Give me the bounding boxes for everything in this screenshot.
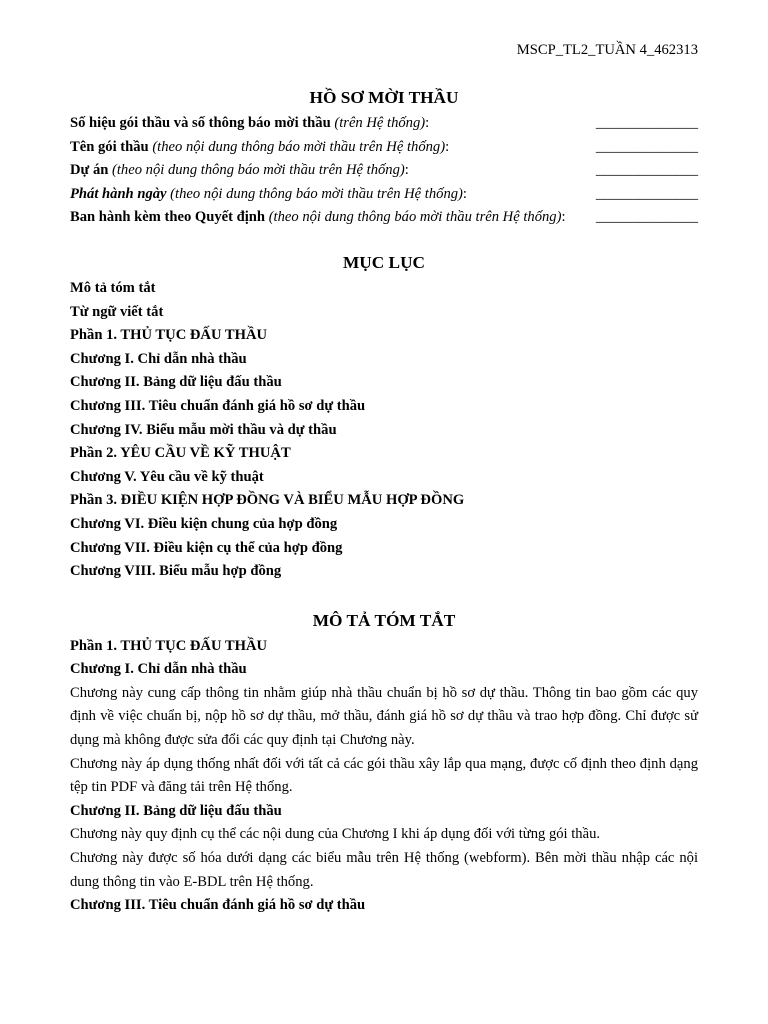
field-project xyxy=(70,159,698,183)
summary-section xyxy=(70,635,698,918)
table-of-contents xyxy=(70,277,698,584)
document-content xyxy=(70,84,698,918)
part1-heading: Phần 1. THỦ TỤC ĐẤU THẦU xyxy=(70,637,268,654)
toc-item: Chương I. Chỉ dẫn nhà thầu xyxy=(70,350,247,367)
field-note: (theo nội dung thông báo mời thầu trên Hệ thống) xyxy=(166,185,463,202)
toc-item: Chương VIII. Biểu mẫu hợp đồng xyxy=(70,563,282,580)
chapter3-heading: Chương III. Tiêu chuẩn đánh giá hồ sơ dự thầu xyxy=(70,897,366,914)
field-colon: : xyxy=(425,115,430,131)
field-note: (theo nội dung thông báo mời thầu trên Hệ thống) xyxy=(108,162,405,179)
toc-item: Phần 2. YÊU CẦU VỀ KỸ THUẬT xyxy=(70,445,291,462)
fill-in-blank: ______________ xyxy=(595,115,698,131)
toc-item: Chương II. Bảng dữ liệu đấu thầu xyxy=(70,374,282,391)
document-title: HỒ SƠ MỜI THẦU xyxy=(309,88,459,107)
fill-in-blank: ______________ xyxy=(595,209,698,226)
fill-in-blank: ______________ xyxy=(595,185,698,202)
field-decision xyxy=(70,206,698,230)
field-note: (theo nội dung thông báo mời thầu trên Hệ thống) xyxy=(148,138,446,155)
field-label: Dự án xyxy=(70,162,109,179)
toc-item: Chương VII. Điều kiện cụ thể của hợp đồng xyxy=(70,539,343,556)
field-note: (theo nội dung thông báo mời thầu trên Hệ thống) xyxy=(265,209,562,226)
document-code: MSCP_TL2_TUẦN 4_462313 xyxy=(516,42,698,58)
toc-title: MỤC LỤC xyxy=(342,252,426,272)
toc-item: Chương V. Yêu cầu về kỹ thuật xyxy=(70,468,264,485)
bid-info-fields xyxy=(70,112,698,230)
field-label: Tên gói thầu xyxy=(70,138,149,155)
field-label: Phát hành ngày xyxy=(70,185,167,202)
summary-title: MÔ TẢ TÓM TẮT xyxy=(312,610,456,630)
toc-item: Phần 1. THỦ TỤC ĐẤU THẦU xyxy=(70,327,268,344)
field-package-number xyxy=(70,112,698,136)
field-issue-date xyxy=(70,183,698,207)
chapter1-paragraph-2: Chương này áp dụng thống nhất đối với tất cả các gói thầu xây lắp qua mạng, được cố định theo định dạng tệp tin PDF và đăng tải trên Hệ thống. xyxy=(70,755,698,796)
toc-item: Chương IV. Biểu mẫu mời thầu và dự thầu xyxy=(70,421,337,438)
toc-item: Chương III. Tiêu chuẩn đánh giá hồ sơ dự thầu xyxy=(70,397,366,414)
toc-item: Từ ngữ viết tắt xyxy=(70,303,164,320)
field-colon: : xyxy=(462,185,467,202)
toc-item: Phần 3. ĐIỀU KIỆN HỢP ĐỒNG VÀ BIỂU MẪU HỢP ĐỒNG xyxy=(70,492,465,509)
toc-item: Chương VI. Điều kiện chung của hợp đồng xyxy=(70,515,338,532)
field-colon: : xyxy=(445,138,450,155)
field-colon: : xyxy=(561,209,566,226)
chapter2-paragraph-2: Chương này được số hóa dưới dạng các biểu mẫu trên Hệ thống (webform). Bên mời thầu nhập các nội dung thông tin vào E-BDL trên Hệ thống. xyxy=(70,850,698,890)
toc-item: Mô tả tóm tắt xyxy=(70,279,156,296)
chapter1-paragraph-1: Chương này cung cấp thông tin nhằm giúp nhà thầu chuẩn bị hồ sơ dự thầu. Thông tin bao gồm các quy định về việc chuẩn bị, nộp hồ sơ dự thầu, mở thầu, đánh giá hồ sơ dự thầu và trao hợp đồng. Chỉ được sử dụng mà không được sửa đổi các quy định tại Chương này. xyxy=(70,684,698,749)
fill-in-blank: ______________ xyxy=(595,162,698,179)
field-package-name xyxy=(70,136,698,160)
chapter2-paragraph-1: Chương này quy định cụ thể các nội dung của Chương I khi áp dụng đối với từng gói thầu. xyxy=(70,826,601,843)
field-label: Ban hành kèm theo Quyết định xyxy=(70,209,266,226)
chapter1-heading: Chương I. Chỉ dẫn nhà thầu xyxy=(70,661,247,678)
field-note: (trên Hệ thống) xyxy=(330,115,426,131)
fill-in-blank: ______________ xyxy=(595,138,698,155)
field-colon: : xyxy=(404,162,409,179)
field-label: Số hiệu gói thầu và số thông báo mời thầu xyxy=(70,115,331,131)
chapter2-heading: Chương II. Bảng dữ liệu đấu thầu xyxy=(70,802,282,819)
